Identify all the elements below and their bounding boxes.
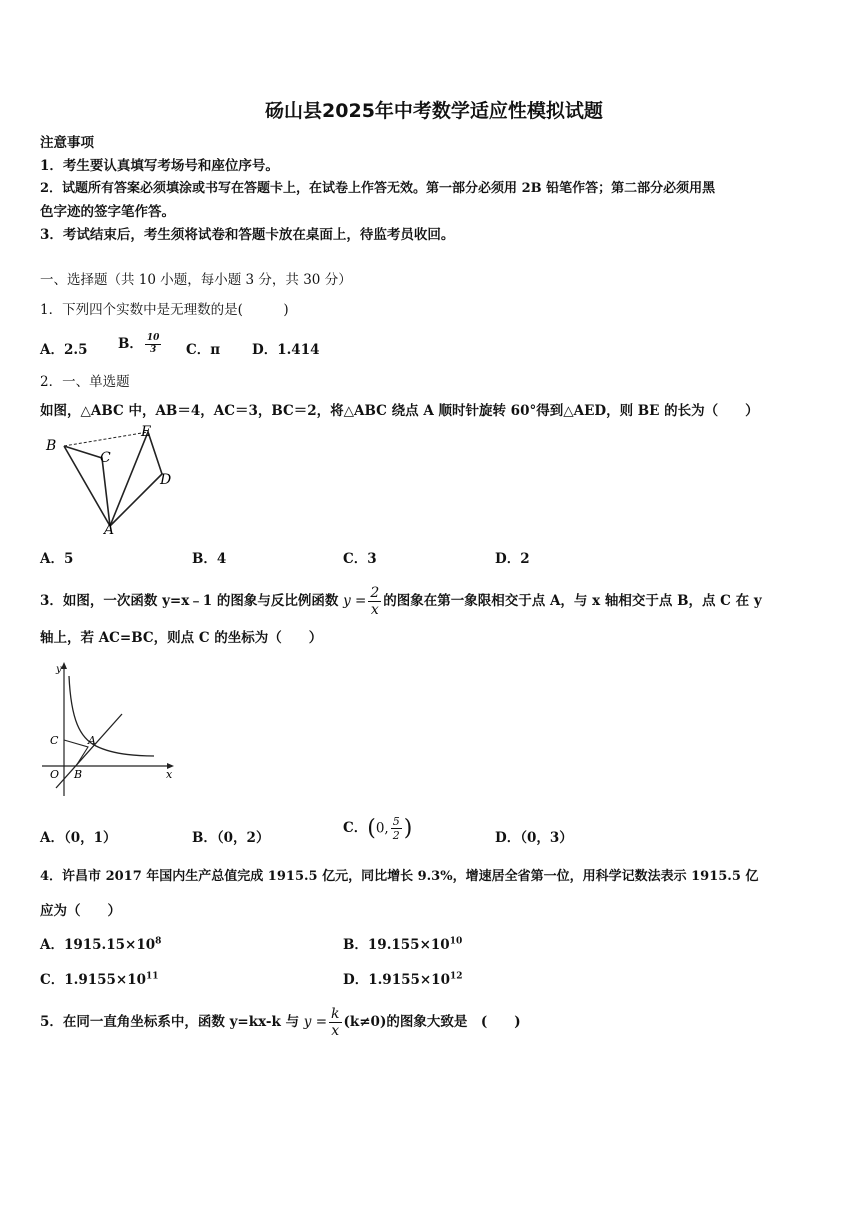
- right-paren: ): [403, 816, 413, 841]
- q3-fraction: [368, 586, 381, 617]
- q4-option-c-text: C．1.9155×10: [40, 972, 147, 988]
- label-b: B: [46, 438, 57, 454]
- fraction-denominator: 2: [392, 829, 400, 842]
- q4-option-a-exponent: 8: [155, 936, 162, 947]
- q5-fraction: [329, 1007, 341, 1038]
- label-e: E: [141, 424, 152, 440]
- q1-option-b: [118, 332, 163, 355]
- q5-fraction-lhs: y =: [303, 1014, 328, 1030]
- q3-stem-line2: 轴上，若 AC=BC，则点 C 的坐标为（ ）: [40, 630, 323, 646]
- label-b: B: [74, 768, 83, 781]
- page-title: 砀山县2025年中考数学适应性模拟试题: [265, 100, 603, 122]
- q4-option-c: [40, 968, 159, 988]
- notice-line-3: 3．考试结束后，考生须将试卷和答题卡放在桌面上，待监考员收回。: [40, 227, 455, 243]
- triangle-cab: [64, 740, 88, 766]
- q4-option-b-text: B．19.155×10: [343, 937, 450, 953]
- q1-option-c: C．π: [186, 342, 221, 358]
- q5-stem-part2: (k≠0)的图象大致是 ( ): [343, 1014, 521, 1030]
- q2-stem: 如图，△ABC 中，AB＝4，AC＝3，BC＝2，将△ABC 绕点 A 顺时针旋转 60°得到△AED，则 BE 的长为（ ）: [40, 403, 759, 419]
- q4-option-a: [40, 933, 161, 953]
- fraction-denominator: x: [331, 1023, 340, 1039]
- q5-stem-part1: 5．在同一直角坐标系中，函数 y=kx-k 与: [40, 1014, 300, 1030]
- q1-option-b-fraction: [145, 334, 162, 355]
- label-x: x: [166, 768, 173, 781]
- fraction-denominator: x: [370, 602, 379, 618]
- notice-line-1: 1．考生要认真填写考场号和座位序号。: [40, 158, 279, 174]
- q4-stem-line2: 应为（ ）: [40, 903, 121, 919]
- hyperbola-curve: [69, 676, 154, 756]
- q1-option-b-label: B．: [118, 336, 143, 352]
- q4-option-a-text: A．1915.15×10: [40, 937, 156, 953]
- notice-heading: 注意事项: [40, 135, 94, 151]
- q1-option-d: D．1.414: [252, 342, 320, 358]
- q3-option-c: [343, 816, 412, 841]
- q4-option-b-exponent: 10: [449, 936, 463, 947]
- notice-line-2a: 2．试题所有答案必须填涂或书写在答题卡上，在试卷上作答无效。第一部分必须用 2B 铅笔作答；第二部分必须用黑: [40, 181, 716, 196]
- notice-line-2b: 色字迹的签字笔作答。: [40, 204, 175, 220]
- q4-option-d-text: D．1.9155×10: [343, 972, 450, 988]
- q3-option-d: D．（0，3）: [495, 830, 573, 846]
- label-a: A: [88, 734, 96, 747]
- q4-option-c-exponent: 11: [146, 971, 159, 982]
- triangle-aed: [110, 432, 162, 526]
- q3-option-a: A．（0，1）: [40, 830, 117, 846]
- q2-option-b: B．4: [192, 551, 227, 567]
- q2-option-c: C．3: [343, 551, 377, 567]
- label-c: C: [100, 450, 111, 466]
- q3-fraction-lhs: y =: [343, 593, 367, 609]
- linear-function-line: [56, 714, 122, 788]
- be-dashed-line: [64, 432, 148, 446]
- q1-stem: 1．下列四个实数中是无理数的是( ): [40, 302, 289, 318]
- q3-graph-figure: [38, 660, 178, 800]
- q1-option-a: A．2.5: [40, 342, 88, 358]
- q4-option-d: [343, 968, 463, 988]
- fraction-numerator: 5: [392, 815, 400, 828]
- fraction-numerator: 10: [146, 333, 160, 343]
- fraction-numerator: k: [331, 1006, 340, 1022]
- q2-triangle-figure: [40, 422, 176, 536]
- q4-option-d-exponent: 12: [449, 971, 463, 982]
- section-heading: 一、选择题（共 10 小题，每小题 3 分，共 30 分）: [40, 272, 352, 288]
- q5-stem: [40, 1007, 521, 1038]
- label-o: O: [50, 768, 60, 781]
- q2-option-d: D．2: [495, 551, 530, 567]
- q4-stem-line1: 4．许昌市 2017 年国内生产总值完成 1915.5 亿元，同比增长 9.3%，增速居全省第一位，用科学记数法表示 1915.5 亿: [40, 869, 759, 884]
- left-paren: (: [367, 816, 376, 841]
- label-c: C: [50, 734, 59, 747]
- y-axis-arrow: [61, 662, 67, 669]
- q3-stem-part2: 的图象在第一象限相交于点 A，与 x 轴相交于点 B，点 C 在 y: [383, 593, 762, 609]
- q2-option-a: A．5: [40, 551, 74, 567]
- fraction-denominator: 3: [150, 345, 157, 355]
- q3-stem-line1: [40, 586, 762, 617]
- fraction-numerator: 2: [370, 585, 380, 601]
- q4-option-b: [343, 933, 462, 953]
- q3-stem-part1: 3．如图，一次函数 y=x﹣1 的图象与反比例函数: [40, 593, 339, 609]
- q3-option-c-zero: 0,: [375, 820, 389, 837]
- q3-option-c-label: C．: [343, 820, 368, 836]
- q2-heading: 2．一、单选题: [40, 374, 130, 390]
- q3-option-b: B．（0，2）: [192, 830, 270, 846]
- label-d: D: [160, 472, 172, 488]
- label-y: y: [56, 664, 62, 675]
- q3-option-c-fraction: [391, 816, 402, 841]
- label-a: A: [104, 522, 115, 536]
